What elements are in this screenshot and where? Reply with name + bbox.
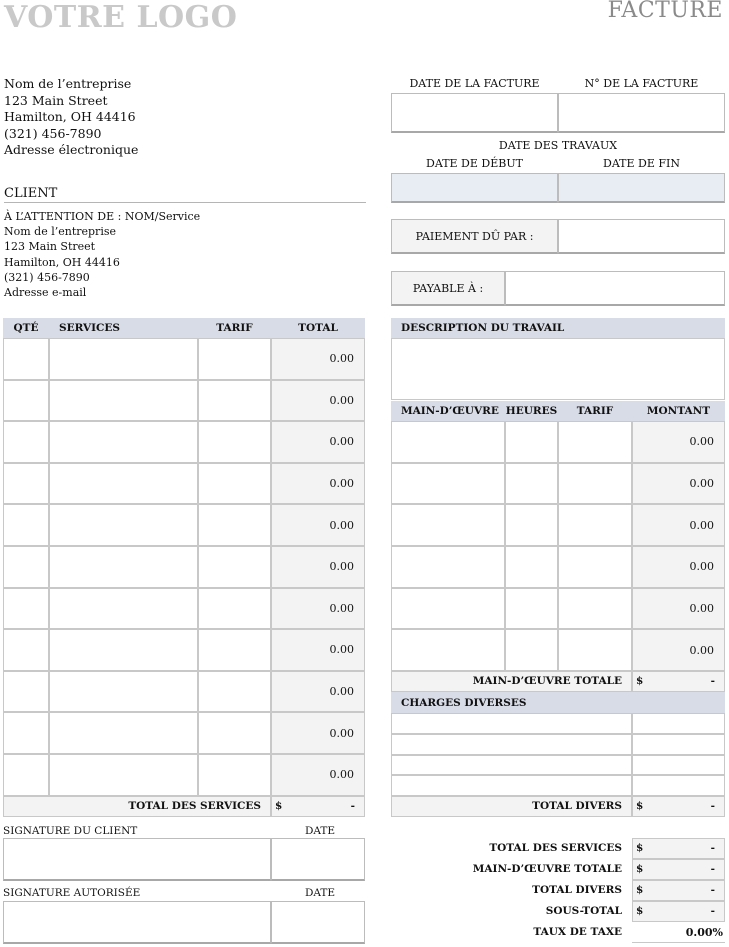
labor-hours-cell[interactable] [505,629,558,671]
service-name-cell[interactable] [49,463,198,505]
company-street: 123 Main Street [4,92,108,108]
client-attention: À L’ATTENTION DE : NOM/Service [4,210,201,223]
client-phone: (321) 456-7890 [4,270,90,284]
service-qty-cell[interactable] [3,754,49,796]
misc-amount-cell[interactable] [632,755,725,776]
labor-total-label: MAIN-D’ŒUVRE TOTALE [472,675,622,687]
company-info [4,76,138,159]
document-title: FACTURE [607,0,723,23]
tax-rate-value: 0.00% [685,926,723,939]
company-logo-placeholder: VOTRE LOGO [4,0,238,35]
service-qty-cell[interactable] [3,588,49,630]
col-header-total: TOTAL [271,318,365,338]
work-description-header: DESCRIPTION DU TRAVAIL [391,318,725,338]
end-date-label: DATE DE FIN [603,157,680,170]
service-name-cell[interactable] [49,712,198,754]
col-header-services: SERVICES [49,318,198,338]
payment-due-label: PAIEMENT DÛ PAR : [391,219,558,254]
summary-label: MAIN-D’ŒUVRE TOTALE [472,863,622,875]
service-rate-cell[interactable] [198,588,271,630]
authorized-signature-date-label: DATE [305,887,336,899]
labor-name-cell[interactable] [391,546,505,588]
service-qty-cell[interactable] [3,629,49,671]
service-total-cell: 0.00 [271,504,365,546]
service-rate-cell[interactable] [198,338,271,380]
labor-name-cell[interactable] [391,421,505,463]
labor-rate-cell[interactable] [558,504,632,546]
col-header-amount: MONTANT [632,401,725,421]
col-header-hours: HEURES [505,401,558,421]
summary-value: - [710,842,715,854]
misc-total-value: - [710,800,715,812]
misc-total-label: TOTAL DIVERS [532,800,622,812]
service-qty-cell[interactable] [3,338,49,380]
service-rate-cell[interactable] [198,380,271,422]
summary-value: - [710,905,715,917]
client-email: Adresse e-mail [4,286,87,300]
misc-description-cell[interactable] [391,775,632,796]
labor-name-cell[interactable] [391,629,505,671]
summary-currency: $ [636,863,644,875]
invoice-date-field[interactable] [391,93,558,133]
client-city: Hamilton, OH 44416 [4,255,120,269]
service-total-cell: 0.00 [271,546,365,588]
labor-hours-cell[interactable] [505,504,558,546]
service-total-cell: 0.00 [271,588,365,630]
service-qty-cell[interactable] [3,380,49,422]
col-header-labor-rate: TARIF [558,401,632,421]
service-qty-cell[interactable] [3,546,49,588]
work-dates-label: DATE DES TRAVAUX [498,139,618,152]
client-signature-date-label: DATE [305,825,336,837]
service-qty-cell[interactable] [3,712,49,754]
company-name: Nom de l’entreprise [4,76,132,91]
service-rate-cell[interactable] [198,629,271,671]
service-rate-cell[interactable] [198,712,271,754]
end-date-field[interactable] [558,173,725,203]
invoice-number-label: N° DE LA FACTURE [584,77,699,90]
authorized-signature-label: SIGNATURE AUTORISÉE [3,887,141,899]
summary-currency: $ [636,842,644,854]
labor-name-cell[interactable] [391,588,505,630]
authorized-signature-date-field[interactable] [271,901,365,944]
labor-hours-cell[interactable] [505,463,558,505]
service-total-cell: 0.00 [271,463,365,505]
summary-label: SOUS-TOTAL [545,905,622,917]
start-date-field[interactable] [391,173,558,203]
service-rate-cell[interactable] [198,754,271,796]
company-email: Adresse électronique [4,142,139,157]
labor-amount-cell: 0.00 [632,629,725,671]
client-signature-date-field[interactable] [271,838,365,881]
summary-value: - [710,884,715,896]
service-qty-cell[interactable] [3,504,49,546]
labor-hours-cell[interactable] [505,421,558,463]
start-date-label: DATE DE DÉBUT [426,157,523,170]
invoice-date-label: DATE DE LA FACTURE [409,77,540,90]
service-total-cell: 0.00 [271,754,365,796]
misc-amount-cell[interactable] [632,734,725,755]
labor-rate-cell[interactable] [558,588,632,630]
labor-name-cell[interactable] [391,504,505,546]
service-rate-cell[interactable] [198,671,271,713]
labor-total-currency: $ [636,675,644,687]
misc-description-cell[interactable] [391,713,632,734]
service-rate-cell[interactable] [198,504,271,546]
authorized-signature-field[interactable] [3,901,271,944]
service-name-cell[interactable] [49,421,198,463]
labor-rate-cell[interactable] [558,546,632,588]
misc-total-currency: $ [636,800,644,812]
service-total-cell: 0.00 [271,380,365,422]
summary-label: TOTAL DIVERS [532,884,622,896]
misc-amount-cell[interactable] [632,775,725,796]
service-total-cell: 0.00 [271,338,365,380]
col-header-labor: MAIN-D’ŒUVRE [391,401,505,421]
misc-amount-cell[interactable] [632,713,725,734]
labor-total-value: - [710,675,715,687]
labor-rate-cell[interactable] [558,629,632,671]
labor-amount-cell: 0.00 [632,421,725,463]
labor-amount-cell: 0.00 [632,588,725,630]
services-total-currency: $ [275,800,283,812]
client-company: Nom de l’entreprise [4,225,116,239]
service-rate-cell[interactable] [198,463,271,505]
misc-charges-header: CHARGES DIVERSES [391,692,725,713]
service-total-cell: 0.00 [271,421,365,463]
payable-to-label: PAYABLE À : [391,271,505,306]
client-signature-field[interactable] [3,838,271,881]
client-info [4,209,200,300]
services-total-label: TOTAL DES SERVICES [128,800,261,812]
service-total-cell: 0.00 [271,712,365,754]
summary-currency: $ [636,884,644,896]
labor-amount-cell: 0.00 [632,463,725,505]
work-description-field[interactable] [391,338,725,400]
service-name-cell[interactable] [49,338,198,380]
labor-amount-cell: 0.00 [632,504,725,546]
service-total-cell: 0.00 [271,629,365,671]
payment-due-field[interactable] [558,219,725,254]
summary-label: TOTAL DES SERVICES [489,842,622,854]
service-name-cell[interactable] [49,629,198,671]
client-street: 123 Main Street [4,240,96,254]
service-name-cell[interactable] [49,671,198,713]
service-qty-cell[interactable] [3,463,49,505]
service-name-cell[interactable] [49,504,198,546]
client-signature-label: SIGNATURE DU CLIENT [3,825,138,837]
service-rate-cell[interactable] [198,546,271,588]
labor-hours-cell[interactable] [505,588,558,630]
labor-name-cell[interactable] [391,463,505,505]
company-phone: (321) 456-7890 [4,125,102,141]
client-divider [4,202,366,203]
col-header-rate: TARIF [198,318,271,338]
labor-amount-cell: 0.00 [632,546,725,588]
labor-rate-cell[interactable] [558,463,632,505]
services-total-value: - [350,800,355,812]
service-name-cell[interactable] [49,380,198,422]
service-name-cell[interactable] [49,754,198,796]
service-total-cell: 0.00 [271,671,365,713]
tax-rate-label: TAUX DE TAXE [533,926,622,938]
col-header-qty: QTÉ [3,318,49,338]
service-name-cell[interactable] [49,546,198,588]
service-name-cell[interactable] [49,588,198,630]
misc-description-cell[interactable] [391,755,632,776]
payable-to-field[interactable] [505,271,725,306]
summary-currency: $ [636,905,644,917]
labor-rate-cell[interactable] [558,421,632,463]
service-rate-cell[interactable] [198,421,271,463]
company-city: Hamilton, OH 44416 [4,109,136,124]
labor-hours-cell[interactable] [505,546,558,588]
summary-value: - [710,863,715,875]
misc-description-cell[interactable] [391,734,632,755]
service-qty-cell[interactable] [3,671,49,713]
service-qty-cell[interactable] [3,421,49,463]
invoice-number-field[interactable] [558,93,725,133]
client-heading: CLIENT [4,186,58,201]
